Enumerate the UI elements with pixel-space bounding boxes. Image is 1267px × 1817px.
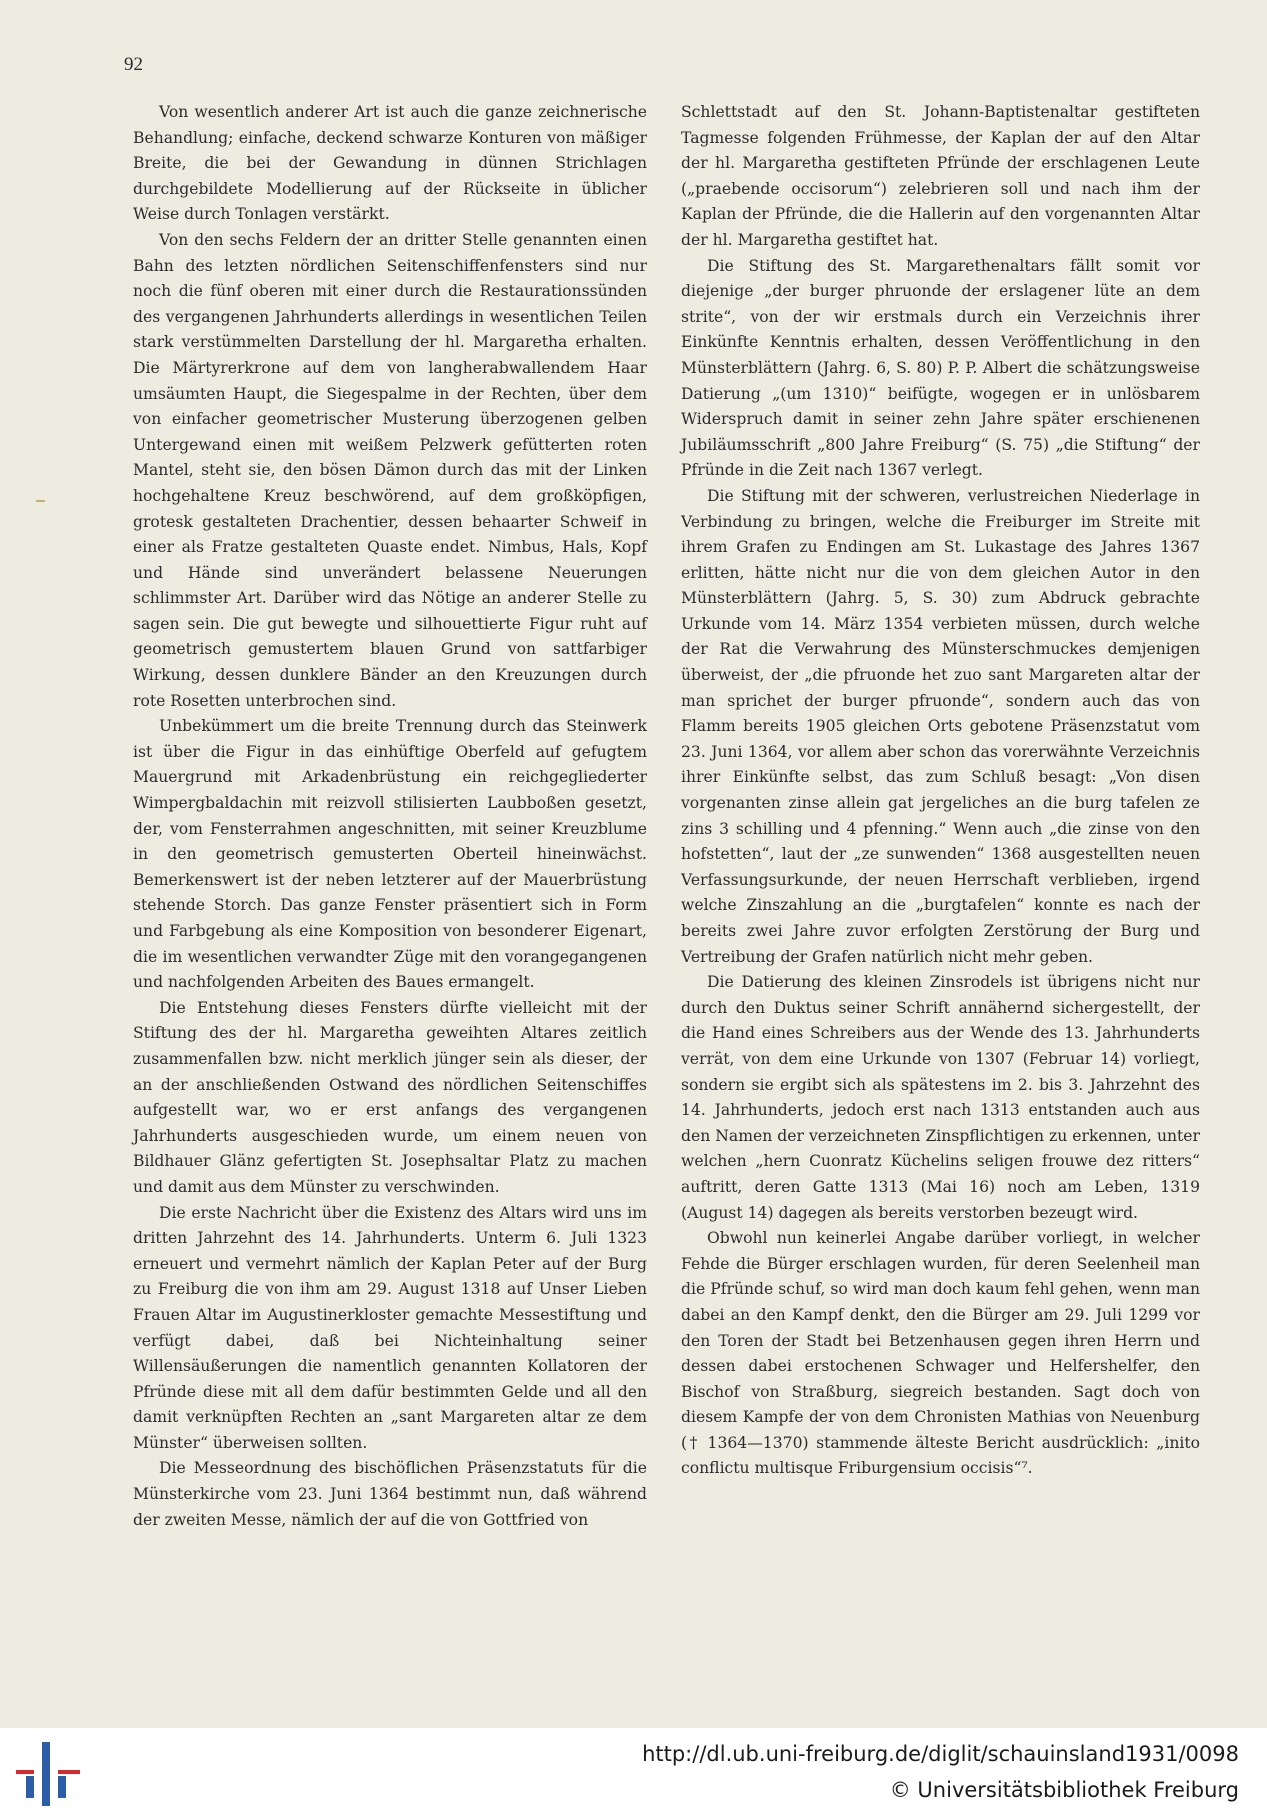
paragraph: Die erste Nachricht über die Existenz des Altars wird uns im dritten Jahrzehnt des 14. Jahrhunderts. Unterm 6. Juli 1323 erneuert und vermehrt nämlich der Kaplan Peter auf der Burg zu Freiburg die von ihm am 29. August 1318 auf Unser Lieben Frauen Altar im Augustinerkloster gemachte Messestiftung und verfügt dabei, daß bei Nichteinhaltung seiner Willensäußerungen die namentlich genannten Kollatoren der Pfründe diese mit all dem dafür bestimmten Gelde und all den damit verknüpften Rechten an „sant Margareten altar ze dem Münster“ überweisen sollten.: [133, 1203, 647, 1452]
ub-freiburg-logo-icon: [16, 1742, 80, 1806]
paragraph: Die Stiftung des St. Margarethenaltars fällt somit vor diejenige „der burger phruonde der erslagener lüte an dem strite“, von der wir erstmals durch ein Verzeichnis ihrer Einkünfte Kenntnis erhalten, dessen Veröffentlichung in den Münsterblättern (Jahrg. 6, S. 80) P. P. Albert die schätzungsweise Datierung „(um 1310)“ beifügte, wogegen er in unlösbarem Widerspruch damit in seiner zehn Jahre später erschienenen Jubiläumsschrift „800 Jahre Freiburg“ (S. 75) „die Stiftung“ der Pfründe in die Zeit nach 1367 verlegt.: [681, 256, 1200, 480]
paragraph: Die Entstehung dieses Fensters dürfte vielleicht mit der Stiftung des der hl. Margaretha geweihten Altares zeitlich zusammenfallen bzw. nicht merklich jünger sein als dieser, der an der anschließenden Ostwand des nördlichen Seitenschiffes aufgestellt war, wo er erst anfangs des vergangenen Jahrhunderts ausgeschieden wurde, um einem neuen von Bildhauer Glänz gefertigten St. Josephsaltar Platz zu machen und damit aus dem Münster zu verschwinden.: [133, 998, 647, 1196]
paragraph: Von wesentlich anderer Art ist auch die ganze zeichnerische Behandlung; einfache, deckend schwarze Konturen von mäßiger Breite, die bei der Gewandung in dünnen Strichlagen durchgebildete Modellierung auf der Rückseite in üblicher Weise durch Tonlagen verstärkt.: [133, 103, 647, 224]
paragraph-continued: Schlettstadt auf den St. Johann-Baptistenaltar gestifteten Tagmesse folgenden Frühmesse, der Kaplan der auf den Altar der hl. Margaretha gestifteten Pfründe der erschlagenen Leute („praebende occisorum“) zelebrieren soll und nach ihm der Kaplan der Pfründe, die die Hallerin auf den vorgenannten Altar der hl. Margaretha gestiftet hat.: [681, 103, 1200, 249]
right-column: [681, 100, 1200, 1482]
paragraph: Die Stiftung mit der schweren, verlustreichen Niederlage in Verbindung zu bringen, welche die Freiburger im Streite mit ihrem Grafen zu Endingen am St. Lukastage des Jahres 1367 erlitten, hätte nicht nur die von dem gleichen Autor in den Münsterblättern (Jahrg. 5, S. 30) zum Abdruck gebrachte Urkunde vom 14. März 1354 verbieten müssen, durch welche der Rat die Verwahrung des Münsterschmuckes demjenigen überweist, der „die pfruonde het zuo sant Margareten altar der man sprichet der burger pfruonde“, sondern auch das von Flamm bereits 1905 gleichen Orts gebotene Präsenzstatut vom 23. Juni 1364, vor allem aber schon das vorerwähnte Verzeichnis ihrer Einkünfte selbst, das zum Schluß besagt: „Von disen vorgenanten zinse allein gat jergeliches an die burg tafelen ze zins 3 schilling und 4 pfenning.“ Wenn auch „die zinse von den hofstetten“, laut der „ze sunwenden“ 1368 ausgestellten neuen Verfassungsurkunde, der neuen Herrschaft verblieben, irgend welche Zinszahlung an die „burgtafelen“ konnte es nach der bereits zwei Jahre zuvor erfolgten Zerstörung der Burg und Vertreibung der Grafen natürlich nicht mehr geben.: [681, 486, 1200, 966]
source-url-link[interactable]: http://dl.ub.uni-freiburg.de/diglit/schauinsland1931/0098: [642, 1742, 1239, 1766]
page-number: 92: [124, 54, 143, 75]
paragraph: Von den sechs Feldern der an dritter Stelle genannten einen Bahn des letzten nördlichen Seitenschiffenfensters sind nur noch die fünf oberen mit einer durch die Restaurationssünden des vergangenen Jahrhunderts allerdings in wesentlichen Teilen stark verstümmelten Darstellung der hl. Margaretha erhalten. Die Märtyrerkrone auf dem von langherabwallendem Haar umsäumten Haupt, die Siegespalme in der Rechten, über dem von einfacher geometrischer Musterung überzogenen gelben Untergewand einen mit weißem Pelzwerk gefütterten roten Mantel, steht sie, den bösen Dämon durch das mit der Linken hochgehaltene Kreuz beschwörend, auf dem großköpfigen, grotesk gestalteten Drachentier, dessen behaarter Schweif in einer als Fratze gestalteten Quaste endet. Nimbus, Hals, Kopf und Hände sind unverändert belassene Neuerungen schlimmster Art. Darüber wird das Nötige an anderer Stelle zu sagen sein. Die gut bewegte und silhouettierte Figur ruht auf geometrisch gemustertem blauen Grund von sattfarbiger Wirkung, dessen dunklere Bänder an den Kreuzungen durch rote Rosetten unterbrochen sind.: [133, 230, 647, 710]
paragraph: Unbekümmert um die breite Trennung durch das Steinwerk ist über die Figur in das einhüftige Oberfeld auf gefugtem Mauergrund mit Arkadenbrüstung ein reichgegliederter Wimpergbaldachin mit reizvoll stilisierten Laubboßen gesetzt, der, vom Fensterrahmen angeschnitten, mit seiner Kreuzblume in den geometrisch gemusterten Oberteil hineinwächst. Bemerkenswert ist der neben letzterer auf der Mauerbrüstung stehende Storch. Das ganze Fenster präsentiert sich in Form und Farbgebung als eine Komposition von besonderer Eigenart, die im wesentlichen verwandter Züge mit den vorangegangenen und nachfolgenden Arbeiten des Baues ermangelt.: [133, 717, 647, 992]
paragraph: Obwohl nun keinerlei Angabe darüber vorliegt, in welcher Fehde die Bürger erschlagen wurden, für deren Seelenheil man die Pfründe schuf, so wird man doch kaum fehl gehen, wenn man dabei an den Kampf denkt, den die Bürger am 29. Juli 1299 vor den Toren der Stadt bei Betzenhausen gegen ihren Herrn und dessen dabei erstochenen Schwager und Helfershelfer, den Bischof von Straßburg, siegreich bestanden. Sagt doch von diesem Kampfe der von dem Chronisten Mathias von Neuenburg († 1364—1370) stammende älteste Bericht ausdrücklich: „inito conflictu multisque Friburgensium occisis“⁷.: [681, 1229, 1200, 1478]
paragraph: Die Messeordnung des bischöflichen Präsenzstatuts für die Münsterkirche vom 23. Juni 1364 bestimmt nun, daß während der zweiten Messe, nämlich der auf die von Gottfried von: [133, 1459, 647, 1529]
left-column: [133, 100, 647, 1533]
paragraph: Die Datierung des kleinen Zinsrodels ist übrigens nicht nur durch den Duktus seiner Schrift annähernd sichergestellt, der die Hand eines Schreibers aus der Wende des 13. Jahrhunderts verrät, von dem eine Urkunde von 1307 (Februar 14) vorliegt, sondern sie ergibt sich als spätestens im 2. bis 3. Jahrzehnt des 14. Jahrhunderts, jedoch erst nach 1313 entstanden auch aus den Namen der verzeichneten Zinspflichtigen zu erkennen, unter welchen „hern Cuonratz Küchelins seligen frouwe dez ritters“ auftritt, deren Gatte 1313 (Mai 16) noch am Leben, 1319 (August 14) dagegen als bereits verstorben bezeugt wird.: [681, 973, 1200, 1222]
margin-mark: [36, 500, 45, 502]
copyright-text: © Universitätsbibliothek Freiburg: [889, 1778, 1239, 1802]
footer-bar: [0, 1728, 1267, 1817]
